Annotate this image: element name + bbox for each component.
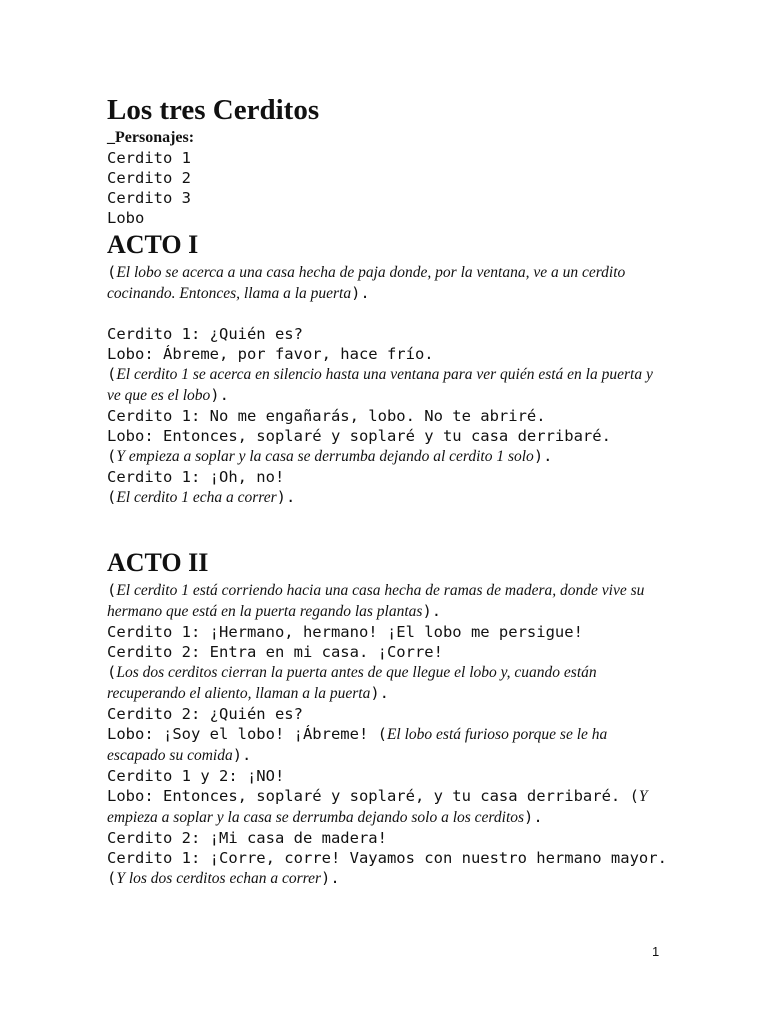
stage-direction: (El cerdito 1 se acerca en silencio hasta una ventana para ver quién está en la puerta y ve que es el lobo). (107, 365, 653, 404)
stage-direction-text: Y empieza a soplar y la casa se derrumba dejando al cerdito 1 solo (116, 448, 534, 465)
document-page (107, 92, 667, 889)
stage-direction: (El cerdito 1 echa a correr). (107, 488, 296, 506)
stage-direction: (El cerdito 1 está corriendo hacia una casa hecha de ramas de madera, donde vive su hermano que está en la puerta regando las plantas). (107, 581, 645, 620)
act-heading: ACTO I (107, 230, 199, 259)
dialogue-line: Cerdito 1: No me engañarás, lobo. No te abriré. (107, 407, 546, 425)
stage-direction: (El lobo se acerca a una casa hecha de paja donde, por la ventana, ve a un cerdito cocinando. Entonces, llama a la puerta). (107, 263, 626, 302)
personajes-label: _Personajes: (107, 129, 195, 146)
dialogue-line: Cerdito 1: ¡Corre, corre! Vayamos con nuestro hermano mayor. (107, 849, 667, 867)
document-title: Los tres Cerditos (107, 94, 320, 126)
dialogue-line: Lobo: Ábreme, por favor, hace frío. (107, 345, 434, 363)
stage-direction-text: El lobo se acerca a una casa hecha de paja donde, por la ventana, ve a un cerdito cocinando. Entonces, llama a la puerta (107, 264, 626, 302)
stage-direction-text: Los dos cerditos cierran la puerta antes de que llegue el lobo y, cuando están recuperando el aliento, llaman a la puerta (107, 664, 597, 702)
stage-direction-text: El cerdito 1 se acerca en silencio hasta una ventana para ver quién está en la puerta y ve que es el lobo (107, 366, 653, 404)
stage-direction: (Y los dos cerditos echan a correr). (107, 869, 340, 887)
stage-direction-text: El cerdito 1 echa a correr (116, 489, 277, 506)
page-number: 1 (652, 944, 660, 959)
dialogue-line: Cerdito 1: ¡Oh, no! (107, 468, 285, 486)
dialogue-line: Cerdito 2: ¡Mi casa de madera! (107, 829, 387, 847)
dialogue-line: Lobo: Entonces, soplaré y soplaré y tu casa derribaré. (107, 427, 611, 445)
stage-direction: (Y empieza a soplar y la casa se derrumba dejando al cerdito 1 solo). (107, 447, 553, 465)
dialogue-line: Cerdito 1: ¿Quién es? (107, 325, 303, 343)
dialogue-line: Cerdito 2: Entra en mi casa. ¡Corre! (107, 643, 443, 661)
stage-direction-text: Y los dos cerditos echan a correr (116, 870, 321, 887)
dialogue-text: Lobo: Entonces, soplaré y soplaré, y tu casa derribaré. (107, 787, 621, 805)
dialogue-line: Cerdito 1: ¡Hermano, hermano! ¡El lobo me persigue! (107, 623, 583, 641)
stage-direction-text: Y empieza a soplar y la casa se derrumba dejando solo a los cerditos (107, 788, 648, 826)
character-item: Cerdito 3 (107, 189, 191, 207)
stage-direction: (Los dos cerditos cierran la puerta antes de que llegue el lobo y, cuando están recuperando el aliento, llaman a la puerta). (107, 663, 597, 702)
character-item: Cerdito 2 (107, 169, 191, 187)
dialogue-line: Cerdito 1 y 2: ¡NO! (107, 767, 285, 785)
stage-direction-text: El lobo está furioso porque se le ha escapado su comida (107, 726, 608, 764)
character-item: Lobo (107, 209, 145, 227)
dialogue-line-with-direction: Lobo: Entonces, soplaré y soplaré, y tu casa derribaré. (Y empieza a soplar y la casa se derrumba dejando solo a los cerditos). (107, 787, 648, 826)
character-list (107, 148, 667, 228)
stage-direction-text: El cerdito 1 está corriendo hacia una casa hecha de ramas de madera, donde vive su hermano que está en la puerta regando las plantas (107, 582, 645, 620)
dialogue-line-with-direction: Lobo: ¡Soy el lobo! ¡Ábreme! (El lobo está furioso porque se le ha escapado su comida). (107, 725, 608, 764)
dialogue-line: Cerdito 2: ¿Quién es? (107, 705, 303, 723)
dialogue-text: Lobo: ¡Soy el lobo! ¡Ábreme! (107, 725, 369, 743)
character-item: Cerdito 1 (107, 149, 191, 167)
act-heading: ACTO II (107, 548, 209, 577)
